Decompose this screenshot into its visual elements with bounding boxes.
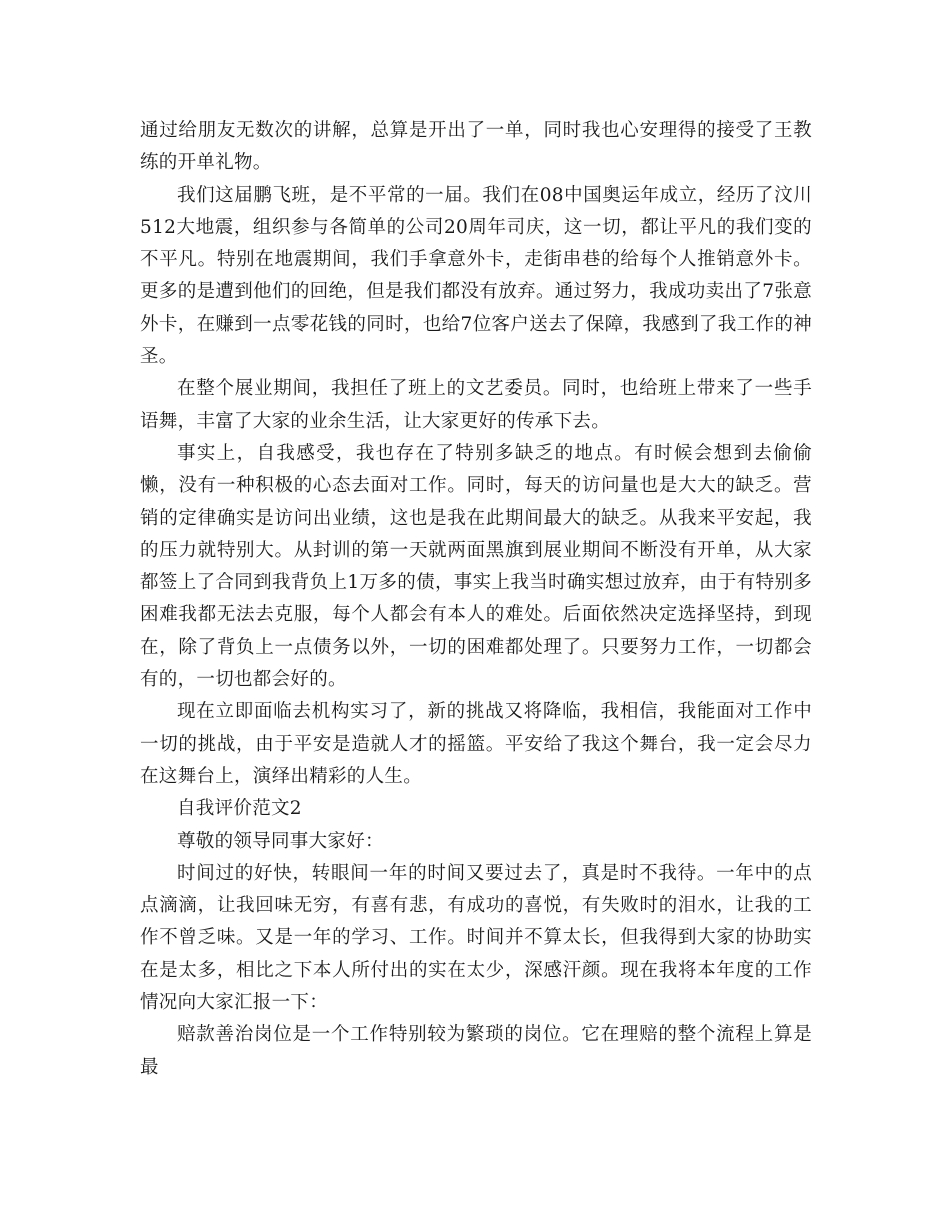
paragraph: 赔款善治岗位是一个工作特别较为繁琐的岗位。它在理赔的整个流程上算是最 bbox=[140, 1024, 812, 1078]
document-body bbox=[140, 115, 812, 1084]
paragraph: 事实上，自我感受，我也存在了特别多缺乏的地点。有时候会想到去偷偷懒，没有一种积极的心态去面对工作。同时，每天的访问量也是大大的缺乏。营销的定律确实是访问出业绩，这也是我在此期间最大的缺乏。从我来平安起，我的压力就特别大。从封训的第一天就两面黑旗到展业期间不断没有开单，从大家都签上了合同到我背负上1万多的债，事实上我当时确实想过放弃，由于有特别多困难我都无法去克服，每个人都会有本人的难处。后面依然决定选择坚持，到现在，除了背负上一点债务以外，一切的困难都处理了。只要努力工作，一切都会有的，一切也都会好的。 bbox=[140, 442, 812, 691]
salutation: 尊敬的领导同事大家好： bbox=[177, 830, 384, 852]
paragraph: 我们这届鹏飞班，是不平常的一届。我们在08中国奥运年成立，经历了汶川512大地震，组织参与各简单的公司20周年司庆，这一切，都让平凡的我们变的不平凡。特别在地震期间，我们手拿意外卡，走街串巷的给每个人推销意外卡。更多的是遭到他们的回绝，但是我们都没有放弃。通过努力，我成功卖出了7张意外卡，在赚到一点零花钱的同时，也给7位客户送去了保障，我感到了我工作的神圣。 bbox=[140, 184, 812, 368]
paragraph: 在整个展业期间，我担任了班上的文艺委员。同时，也给班上带来了一些手语舞，丰富了大家的业余生活，让大家更好的传承下去。 bbox=[140, 378, 812, 432]
paragraph: 通过给朋友无数次的讲解，总算是开出了一单，同时我也心安理得的接受了王教练的开单礼物。 bbox=[140, 120, 812, 174]
paragraph: 时间过的好快，转眼间一年的时间又要过去了，真是时不我待。一年中的点点滴滴，让我回味无穷，有喜有悲，有成功的喜悦，有失败时的泪水，让我的工作不曾乏味。又是一年的学习、工作。时间并不算太长，但我得到大家的协助实在是太多，相比之下本人所付出的实在太少，深感汗颜。现在我将本年度的工作情况向大家汇报一下： bbox=[140, 862, 812, 1014]
section-heading: 自我评价范文2 bbox=[177, 798, 302, 820]
paragraph: 现在立即面临去机构实习了，新的挑战又将降临，我相信，我能面对工作中一切的挑战，由于平安是造就人才的摇篮。平安给了我这个舞台，我一定会尽力在这舞台上，演绎出精彩的人生。 bbox=[140, 701, 812, 787]
